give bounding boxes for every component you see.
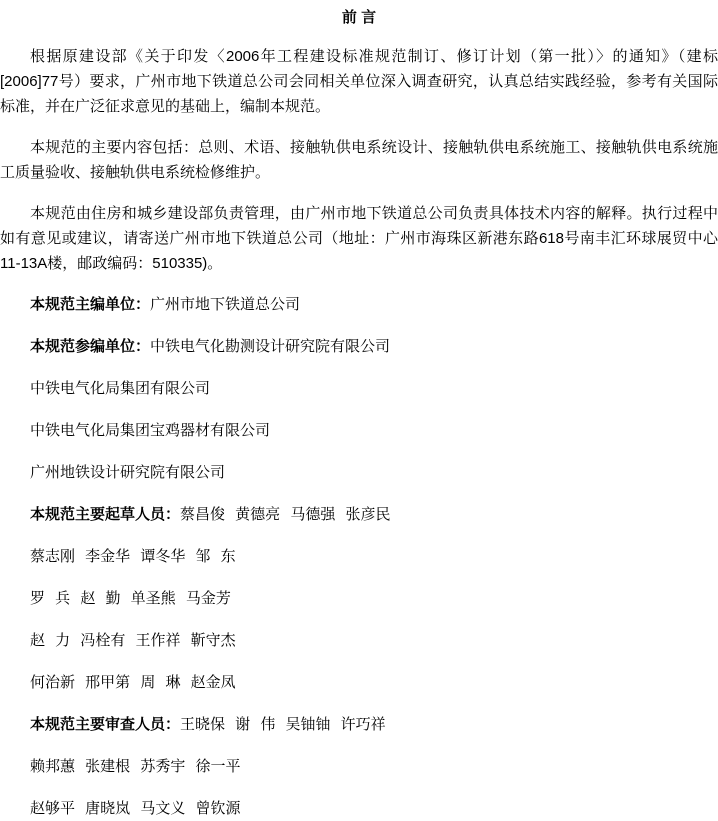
entry-drafters-3 <box>0 586 718 611</box>
entry-value: 赖邦蕙 张建根 苏秀宇 徐一平 <box>30 758 241 775</box>
entry-drafters-4 <box>0 628 718 653</box>
entry-value: 蔡昌俊 黄德亮 马德强 张彦民 <box>180 506 391 523</box>
entry-reviewers <box>0 712 718 737</box>
entry-value: 中铁电气化局集团有限公司 <box>30 380 211 397</box>
entry-value: 赵 力 冯栓有 王作祥 靳守杰 <box>30 632 236 649</box>
entry-label: 本规范主要审查人员： <box>30 716 181 733</box>
entry-value: 罗 兵 赵 勤 单圣熊 马金芳 <box>30 590 231 607</box>
entry-value: 中铁电气化局集团宝鸡器材有限公司 <box>30 422 271 439</box>
page-title: 前 言 <box>341 9 377 26</box>
entry-value: 广州地铁设计研究院有限公司 <box>30 464 226 481</box>
entry-drafters-2 <box>0 544 718 569</box>
entry-participating-unit <box>0 334 718 359</box>
entry-label: 本规范参编单位： <box>30 338 151 355</box>
entry-participating-unit-2 <box>0 376 718 401</box>
entry-value: 何治新 邢甲第 周 琳 赵金凤 <box>30 674 236 691</box>
entry-reviewers-2 <box>0 754 718 779</box>
entry-label: 本规范主要起草人员： <box>30 506 181 523</box>
entry-drafters <box>0 502 718 527</box>
entry-value: 赵够平 唐晓岚 马文义 曾钦源 <box>30 800 241 817</box>
entry-label: 本规范主编单位： <box>30 296 151 313</box>
entry-chief-editing-unit <box>0 292 718 317</box>
entry-value: 王晓保 谢 伟 吴铀铀 许巧祥 <box>180 716 386 733</box>
paragraph-contents: 本规范的主要内容包括：总则、术语、接触轨供电系统设计、接触轨供电系统施工、接触轨供电系统施工质量验收、接触轨供电系统检修维护。 <box>0 139 718 181</box>
entry-value: 广州市地下铁道总公司 <box>150 296 301 313</box>
entry-value: 中铁电气化勘测设计研究院有限公司 <box>150 338 391 355</box>
entry-participating-unit-3 <box>0 418 718 443</box>
paragraph-basis: 根据原建设部《关于印发〈2006年工程建设标准规范制订、修订计划（第一批）〉的通知》（建标[2006]77号）要求，广州市地下铁道总公司会同相关单位深入调查研究，认真总结实践经验，参考有关国际标准，并在广泛征求意见的基础上，编制本规范。 <box>0 48 718 115</box>
entry-participating-unit-4 <box>0 460 718 485</box>
entry-value: 蔡志刚 李金华 谭冬华 邹 东 <box>30 548 236 565</box>
entry-drafters-5 <box>0 670 718 695</box>
paragraph-management: 本规范由住房和城乡建设部负责管理，由广州市地下铁道总公司负责具体技术内容的解释。执行过程中如有意见或建议，请寄送广州市地下铁道总公司（地址：广州市海珠区新港东路618号南丰汇环球展贸中心11-13A楼，邮政编码：510335)。 <box>0 205 718 272</box>
